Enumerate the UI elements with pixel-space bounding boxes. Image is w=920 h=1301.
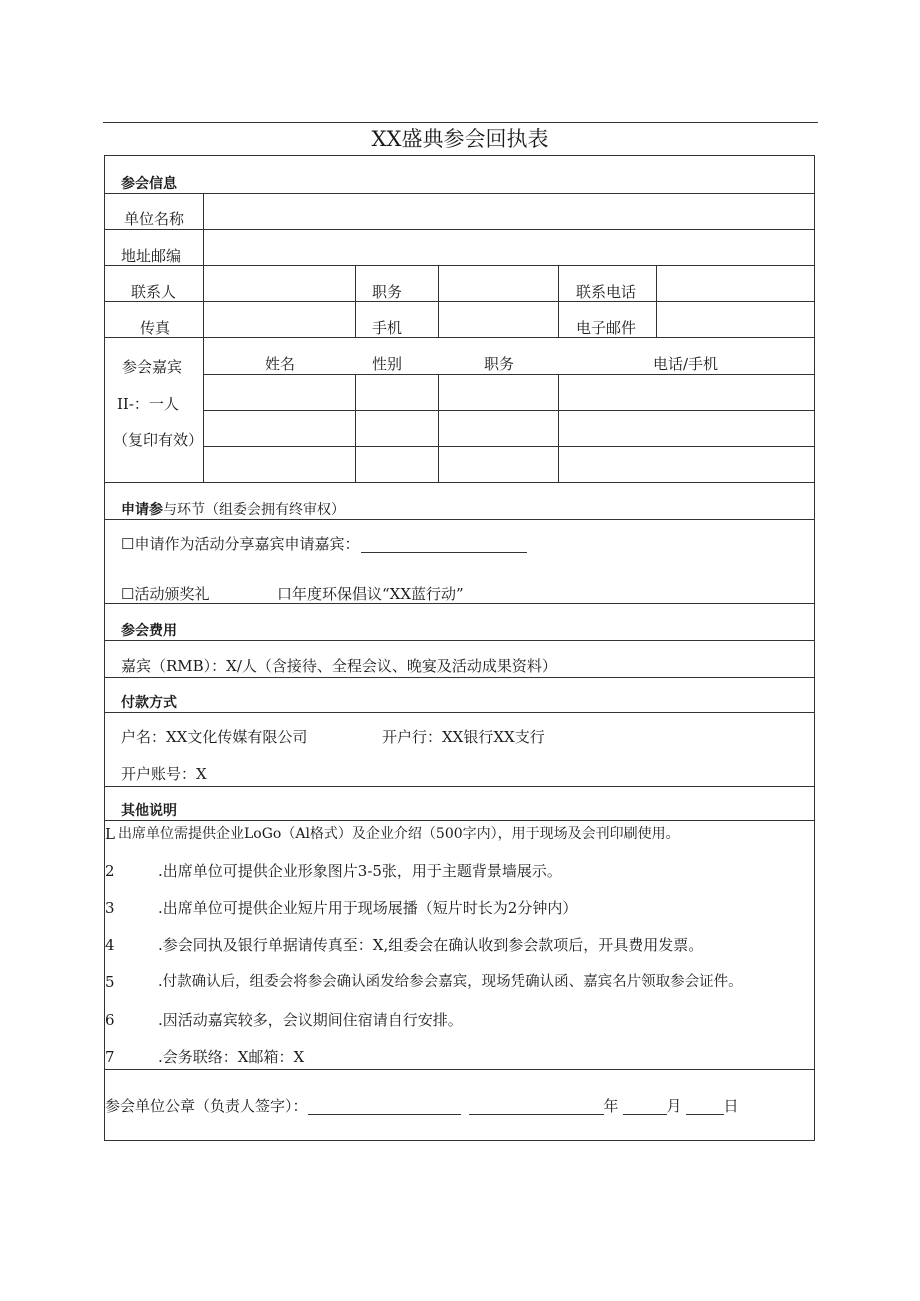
col-header-gender: 性别 (372, 355, 403, 373)
field-position[interactable] (439, 266, 558, 301)
col-header-phone: 电话/手机 (653, 355, 719, 373)
col-line (355, 265, 356, 337)
form-border-left (104, 155, 105, 1141)
note-num: 2 (105, 862, 115, 880)
field-phone[interactable] (657, 266, 814, 301)
note-num: 5 (105, 973, 115, 991)
month-label: 月 (666, 1097, 682, 1115)
label-phone: 联系电话 (576, 283, 637, 301)
bank-name: 开户行：XX银行XX支行 (382, 728, 545, 746)
row-line (104, 712, 815, 713)
section-attendee-info: 参会信息 (121, 176, 177, 192)
month-line[interactable] (623, 1100, 667, 1115)
guest-row[interactable] (204, 447, 814, 482)
signature-label: 参会单位公章（负责人签字）： (105, 1097, 308, 1115)
row-line (104, 820, 815, 821)
option-awards[interactable]: ☐活动颁奖礼 (121, 585, 210, 603)
row-line (104, 1069, 815, 1070)
note-text: .会务联络：X邮箱：X (158, 1048, 305, 1066)
col-header-name: 姓名 (265, 355, 296, 373)
checkbox-icon[interactable]: ☐ (121, 585, 135, 603)
note-text: .出席单位可提供企业形象图片3-5张，用于主题背景墙展示。 (158, 862, 562, 880)
option-share-guest[interactable]: ☐申请作为活动分享嘉宾申请嘉宾： (121, 535, 527, 553)
row-line (104, 337, 815, 338)
label-email: 电子邮件 (576, 319, 637, 337)
row-line (104, 519, 815, 520)
section-apply-bold: 申请参 (121, 502, 163, 518)
note-text: 出席单位需提供企业LoGo（Al格式）及企业介绍（500字内），用于现场及会刊印刷使用。 (118, 826, 680, 842)
field-contact[interactable] (204, 266, 354, 301)
label-fax: 传真 (140, 319, 171, 337)
guest-row[interactable] (204, 375, 814, 410)
field-email[interactable] (657, 302, 814, 337)
top-rule (103, 122, 818, 123)
guests-count: II-：一人 (117, 395, 179, 413)
col-line (656, 265, 657, 337)
note-num: 3 (105, 899, 115, 917)
note-num: L (105, 825, 115, 843)
signer-line[interactable] (469, 1100, 604, 1115)
option-blue-action[interactable]: 口年度环保倡议“XX蓝行动” (277, 585, 464, 603)
note-text: .因活动嘉宾较多，会议期间住宿请自行安排。 (158, 1011, 463, 1029)
row-line (104, 603, 815, 604)
page-title: XX盛典参会回执表 (371, 127, 549, 151)
signature-row (105, 1097, 739, 1115)
section-apply (121, 500, 345, 519)
label-guests: 参会嘉宾 (122, 358, 183, 376)
share-guest-line[interactable] (361, 538, 527, 553)
day-label: 日 (723, 1097, 739, 1115)
guest-row[interactable] (204, 411, 814, 446)
section-fee: 参会费用 (121, 623, 177, 639)
guests-note: （复印有效） (113, 431, 204, 449)
col-header-position: 职务 (484, 355, 515, 373)
row-line (104, 786, 815, 787)
note-num: 4 (105, 936, 115, 954)
form-border-top (104, 155, 815, 156)
label-address: 地址邮编 (121, 247, 182, 265)
account-name: 户名：XX文化传媒有限公司 (121, 728, 308, 746)
day-line[interactable] (686, 1100, 724, 1115)
note-text: .出席单位可提供企业短片用于现场展播（短片时长为2分钟内） (158, 899, 578, 917)
section-payment: 付款方式 (121, 695, 177, 711)
checkbox-icon[interactable]: ☐ (121, 535, 135, 553)
form-border-right (814, 155, 815, 1141)
label-contact: 联系人 (131, 283, 177, 301)
row-line (104, 482, 815, 483)
row-line (104, 677, 815, 678)
field-unit-name[interactable] (204, 194, 814, 229)
field-fax[interactable] (204, 302, 354, 337)
label-mobile: 手机 (372, 319, 403, 337)
note-num: 6 (105, 1011, 115, 1029)
note-text: .参会同执及银行单据请传真至：X,组委会在确认收到参会款项后，开具费用发票。 (158, 936, 704, 954)
label-unit-name: 单位名称 (124, 210, 185, 228)
fee-text: 嘉宾（RMB）：X/人（含接待、全程会议、晚宴及活动成果资料） (121, 657, 557, 675)
section-notes: 其他说明 (121, 803, 177, 819)
account-number: 开户账号：X (121, 765, 207, 783)
year-label: 年 (603, 1097, 619, 1115)
field-address[interactable] (204, 230, 814, 265)
col-line (558, 265, 559, 337)
row-line (104, 640, 815, 641)
note-text: .付款确认后，组委会将参会确认函发给参会嘉宾，现场凭确认函、嘉宾名片领取参会证件。 (158, 974, 743, 990)
form-border-bottom (104, 1140, 815, 1141)
field-mobile[interactable] (439, 302, 558, 337)
seal-line[interactable] (308, 1100, 461, 1115)
col-line (438, 265, 439, 337)
section-apply-rest: 与环节（组委会拥有终审权） (163, 502, 345, 518)
note-num: 7 (105, 1048, 115, 1066)
label-position: 职务 (372, 283, 403, 301)
